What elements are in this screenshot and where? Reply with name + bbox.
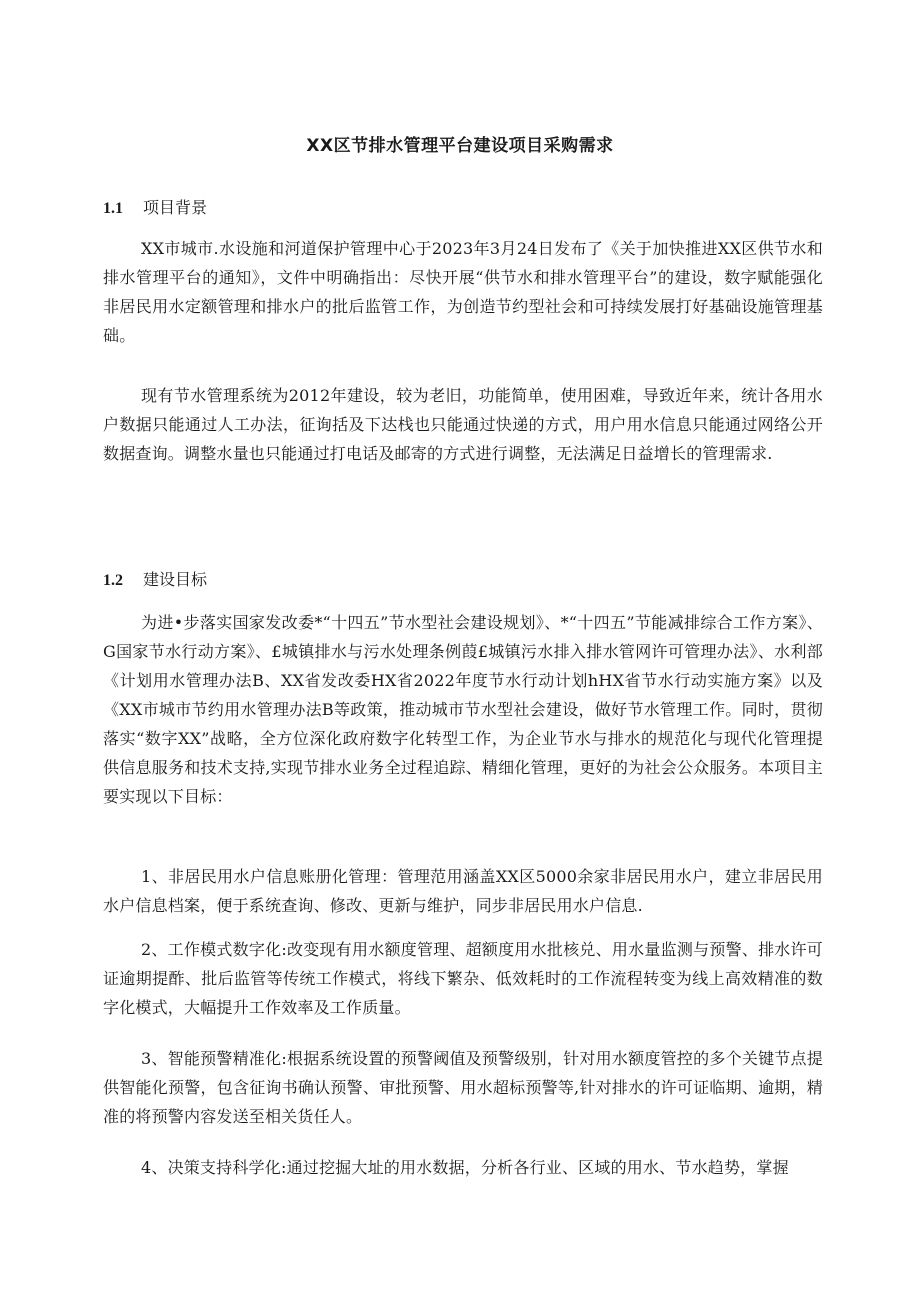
section-number: 1.1	[103, 200, 123, 217]
paragraph: 为进•步落实国家发改委*“十四五”节水型社会建设规划》、*“十四五”节能减排综合工作方案》、G国家节水行动方案》、£城镇排水与污水处理条例葭£城镇污水排入排水管网许可管理办法》、水利部《计划用水管理办法B、XX省发改委HX省2022年度节水行动计划hHX省节水行动实施方案》以及《XX市城市节约用水管理办法B等政策，推动城市节水型社会建设，做好节水管理工作。同时，贯彻落实“数字XX”战略，全方位深化政府数字化转型工作，为企业节水与排水的规范化与现代化管理提供信息服务和技术支持,实现节排水业务全过程追踪、精细化管理，更好的为社会公众服务。本项目主要实现以下目标：	[103, 613, 823, 806]
list-item: 3、智能预警精准化:根据系统设置的预警阈值及预警级别，针对用水额度管控的多个关键节点提供智能化预警，包含征询书确认预警、审批预警、用水超标预警等,针对排水的许可证临期、逾期，精准的将预警内容发送至相关货任人。	[103, 1049, 823, 1126]
document-title: XX区节排水管理平台建设项目采购需求	[306, 136, 614, 156]
section-number: 1.2	[103, 572, 123, 589]
list-item: 1、非居民用水户信息账册化管理：管理范用涵盖XX区5000余家非居民用水户，建立非居民用水户信息档案，便于系统查询、修改、更新与维护，同步非居民用水户信息.	[103, 867, 823, 915]
section-title: 建设目标	[143, 570, 208, 589]
section-heading-1-1	[103, 195, 207, 218]
paragraph: 现有节水管理系统为2012年建设，较为老旧，功能简单，使用困难，导致近年来，统计各用水户数据只能通过人工办法，征询括及下达栈也只能通过快递的方式，用户用水信息只能通过网络公开数据查询。调整水量也只能通过打电话及邮寄的方式进行调整，无法满足日益增长的管理需求.	[103, 386, 823, 463]
section-title: 项目背景	[143, 198, 208, 217]
paragraph: XX市城市.水设施和河道保护管理中心于2023年3月24日发布了《关于加快推进XX区供节水和排水管理平台的通知》，文件中明确指出：尽快开展“供节水和排水管理平台”的建设，数字赋能强化非居民用水定额管理和排水户的批后监管工作，为创造节约型社会和可持续发展打好基础设施管理基础。	[103, 239, 823, 345]
list-item: 2、工作模式数字化:改变现有用水额度管理、超额度用水批核兑、用水量监测与预警、排水许可证逾期提酢、批后监管等传统工作模式，将线下繁杂、低效耗时的工作流程转变为线上高效精准的数字化模式，大幅提升工作效率及工作质量。	[103, 940, 823, 1017]
section-heading-1-2	[103, 567, 207, 590]
list-item: 4、决策支持科学化:通过挖掘大址的用水数据，分析各行业、区域的用水、节水趋势，掌握	[141, 1158, 789, 1177]
